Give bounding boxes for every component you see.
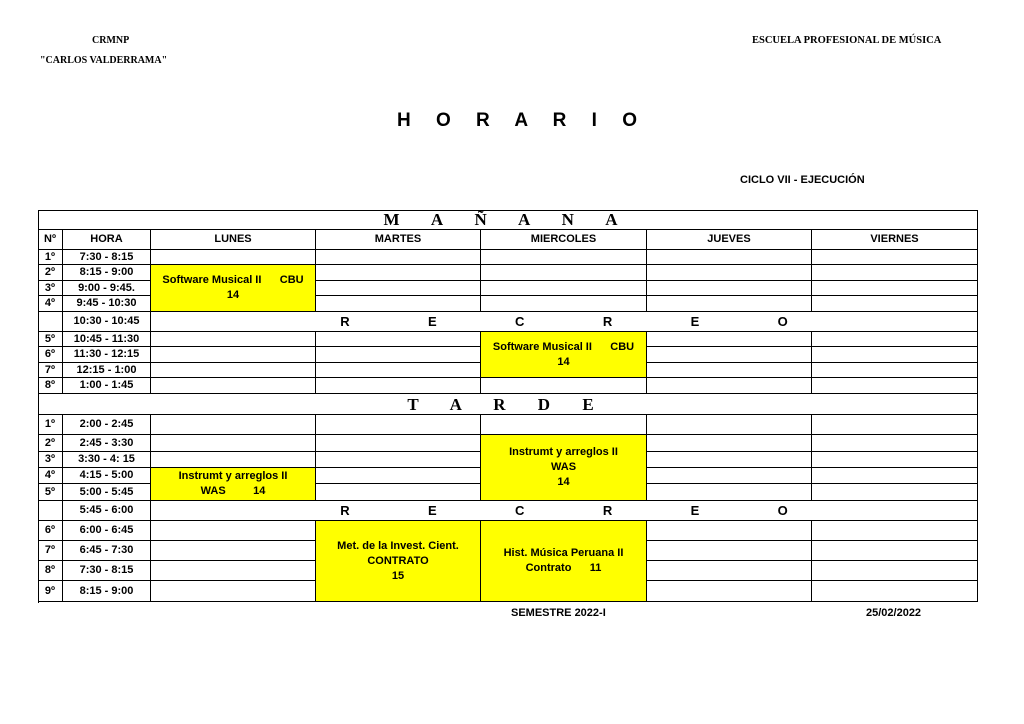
course-text-line: 14 bbox=[226, 289, 240, 301]
empty-slot bbox=[151, 363, 316, 378]
row-hora: 10:45 - 11:30 bbox=[63, 332, 151, 347]
institution-name: "CARLOS VALDERRAMA" bbox=[40, 55, 168, 66]
schedule-table bbox=[38, 210, 978, 603]
empty-slot bbox=[316, 435, 481, 452]
recreo-letter: R bbox=[340, 314, 350, 329]
school-name: ESCUELA PROFESIONAL DE MÚSICA bbox=[752, 35, 942, 46]
col-header-jueves: JUEVES bbox=[647, 230, 812, 250]
empty-slot bbox=[647, 363, 812, 378]
page-title: H O R A R I O bbox=[397, 110, 647, 131]
empty-slot bbox=[151, 347, 316, 363]
banner-manana: M A Ñ A N A bbox=[38, 210, 978, 230]
row-num: 2º bbox=[38, 435, 63, 452]
row-num: 7º bbox=[38, 363, 63, 378]
empty-slot bbox=[812, 347, 978, 363]
empty-slot bbox=[812, 415, 978, 435]
empty-slot bbox=[151, 561, 316, 581]
recreo-letter: C bbox=[515, 314, 525, 329]
row-hora: 1:00 - 1:45 bbox=[63, 378, 151, 394]
banner-tarde: T A R D E bbox=[38, 394, 978, 415]
empty-slot bbox=[316, 332, 481, 347]
row-hora: 2:45 - 3:30 bbox=[63, 435, 151, 452]
empty-slot bbox=[316, 452, 481, 468]
empty-slot bbox=[316, 415, 481, 435]
empty-slot bbox=[647, 468, 812, 484]
course-text-line: WAS bbox=[550, 461, 577, 473]
row-num: 7º bbox=[38, 541, 63, 561]
date-label: 25/02/2022 bbox=[866, 607, 922, 619]
course-hist-miercoles bbox=[481, 521, 647, 602]
recreo-letter: E bbox=[427, 503, 437, 518]
course-text-line: CONTRATO bbox=[367, 554, 429, 567]
col-header-viernes: VIERNES bbox=[812, 230, 978, 250]
empty-slot bbox=[812, 561, 978, 581]
semester-label: SEMESTRE 2022-I bbox=[511, 607, 606, 619]
empty-slot bbox=[647, 541, 812, 561]
empty-slot bbox=[812, 250, 978, 265]
empty-slot bbox=[151, 332, 316, 347]
row-num: 1º bbox=[38, 250, 63, 265]
course-software-miercoles bbox=[481, 332, 647, 378]
empty-slot bbox=[647, 378, 812, 394]
row-num: 5º bbox=[38, 484, 63, 501]
empty-slot bbox=[812, 521, 978, 541]
empty-slot bbox=[647, 415, 812, 435]
empty-slot bbox=[316, 250, 481, 265]
row-hora: 2:00 - 2:45 bbox=[63, 415, 151, 435]
empty-slot bbox=[151, 581, 316, 602]
row-num: 2º bbox=[38, 265, 63, 281]
course-text-line: Instrumt y arreglos II bbox=[509, 446, 618, 458]
row-num: 9º bbox=[38, 581, 63, 602]
recreo-letter: O bbox=[777, 503, 788, 518]
empty-slot bbox=[647, 296, 812, 312]
empty-slot bbox=[647, 281, 812, 296]
empty-slot bbox=[316, 378, 481, 394]
empty-slot bbox=[647, 561, 812, 581]
col-header-hora: HORA bbox=[63, 230, 151, 250]
course-text-line: 14 bbox=[557, 355, 570, 368]
recreo-letter: E bbox=[690, 314, 700, 329]
course-text-line: Contrato 11 bbox=[525, 562, 602, 574]
empty-slot bbox=[812, 265, 978, 281]
empty-slot bbox=[812, 468, 978, 484]
empty-slot bbox=[316, 484, 481, 501]
course-metinv-martes bbox=[316, 521, 481, 602]
row-num: 8º bbox=[38, 561, 63, 581]
empty-slot bbox=[812, 581, 978, 602]
recreo-tarde bbox=[151, 501, 978, 521]
empty-slot bbox=[151, 378, 316, 394]
empty-slot bbox=[481, 296, 647, 312]
empty-slot bbox=[812, 332, 978, 347]
empty-slot bbox=[647, 521, 812, 541]
row-hora: 9:45 - 10:30 bbox=[63, 296, 151, 312]
course-text-line: 14 bbox=[557, 476, 570, 488]
row-hora: 10:30 - 10:45 bbox=[63, 312, 151, 332]
empty-slot bbox=[481, 250, 647, 265]
recreo-letter: R bbox=[602, 503, 613, 518]
empty-slot bbox=[647, 435, 812, 452]
row-num: 3º bbox=[38, 452, 63, 468]
row-hora: 11:30 - 12:15 bbox=[63, 347, 151, 363]
empty-slot bbox=[151, 250, 316, 265]
empty-slot bbox=[151, 435, 316, 452]
course-text-line: 15 bbox=[391, 569, 405, 582]
row-hora: 5:45 - 6:00 bbox=[63, 501, 151, 521]
empty-slot bbox=[481, 415, 647, 435]
empty-slot bbox=[647, 581, 812, 602]
row-hora: 6:00 - 6:45 bbox=[63, 521, 151, 541]
row-hora: 8:15 - 9:00 bbox=[63, 265, 151, 281]
empty-slot bbox=[481, 281, 647, 296]
course-text-line: Hist. Música Peruana II bbox=[503, 547, 624, 559]
empty-slot bbox=[812, 378, 978, 394]
col-header-martes: MARTES bbox=[316, 230, 481, 250]
row-num: 6º bbox=[38, 347, 63, 363]
empty-slot bbox=[481, 265, 647, 281]
col-header-miercoles: MIERCOLES bbox=[481, 230, 647, 250]
row-num: 4º bbox=[38, 296, 63, 312]
empty-slot bbox=[316, 468, 481, 484]
empty-slot bbox=[647, 347, 812, 363]
row-hora: 9:00 - 9:45. bbox=[63, 281, 151, 296]
empty-slot bbox=[812, 281, 978, 296]
row-hora: 5:00 - 5:45 bbox=[63, 484, 151, 501]
col-header-lunes: LUNES bbox=[151, 230, 316, 250]
recreo-letter: R bbox=[602, 314, 613, 329]
course-text-line: Instrumt y arreglos II bbox=[178, 470, 288, 482]
recreo-letter: R bbox=[340, 503, 350, 518]
recreo-letter: E bbox=[427, 314, 437, 329]
course-software-lunes bbox=[151, 265, 316, 312]
empty-slot bbox=[647, 265, 812, 281]
row-num: 1º bbox=[38, 415, 63, 435]
row-hora: 4:15 - 5:00 bbox=[63, 468, 151, 484]
empty-slot bbox=[481, 378, 647, 394]
course-instrumt-miercoles bbox=[481, 435, 647, 501]
course-text-line: Met. de la Invest. Cient. bbox=[337, 539, 459, 552]
empty-slot bbox=[316, 363, 481, 378]
empty-slot bbox=[812, 435, 978, 452]
institution-acronym: CRMNP bbox=[92, 35, 130, 46]
course-instrumt-lunes bbox=[151, 468, 316, 501]
course-text-line: Software Musical II CBU bbox=[162, 274, 304, 286]
cycle-label: CICLO VII - EJECUCIÓN bbox=[740, 174, 865, 186]
row-hora: 7:30 - 8:15 bbox=[63, 561, 151, 581]
row-num bbox=[38, 501, 63, 521]
empty-slot bbox=[151, 415, 316, 435]
row-num: 6º bbox=[38, 521, 63, 541]
empty-slot bbox=[316, 347, 481, 363]
row-hora: 8:15 - 9:00 bbox=[63, 581, 151, 602]
empty-slot bbox=[151, 541, 316, 561]
recreo-letter: C bbox=[515, 503, 525, 518]
empty-slot bbox=[151, 521, 316, 541]
row-hora: 6:45 - 7:30 bbox=[63, 541, 151, 561]
course-text-line: Software Musical II CBU bbox=[492, 340, 635, 353]
row-num bbox=[38, 312, 63, 332]
empty-slot bbox=[151, 452, 316, 468]
empty-slot bbox=[812, 484, 978, 501]
recreo-manana bbox=[151, 312, 978, 332]
row-num: 4º bbox=[38, 468, 63, 484]
row-hora: 7:30 - 8:15 bbox=[63, 250, 151, 265]
empty-slot bbox=[812, 296, 978, 312]
empty-slot bbox=[647, 452, 812, 468]
row-num: 3º bbox=[38, 281, 63, 296]
recreo-letter: O bbox=[777, 314, 788, 329]
empty-slot bbox=[812, 363, 978, 378]
empty-slot bbox=[647, 484, 812, 501]
empty-slot bbox=[316, 281, 481, 296]
empty-slot bbox=[812, 452, 978, 468]
col-header-num: Nº bbox=[38, 230, 63, 250]
empty-slot bbox=[316, 296, 481, 312]
course-text-line: WAS 14 bbox=[200, 485, 266, 497]
row-num: 5º bbox=[38, 332, 63, 347]
row-hora: 12:15 - 1:00 bbox=[63, 363, 151, 378]
row-hora: 3:30 - 4: 15 bbox=[63, 452, 151, 468]
empty-slot bbox=[316, 265, 481, 281]
empty-slot bbox=[812, 541, 978, 561]
empty-slot bbox=[647, 250, 812, 265]
row-num: 8º bbox=[38, 378, 63, 394]
empty-slot bbox=[647, 332, 812, 347]
recreo-letter: E bbox=[690, 503, 700, 518]
